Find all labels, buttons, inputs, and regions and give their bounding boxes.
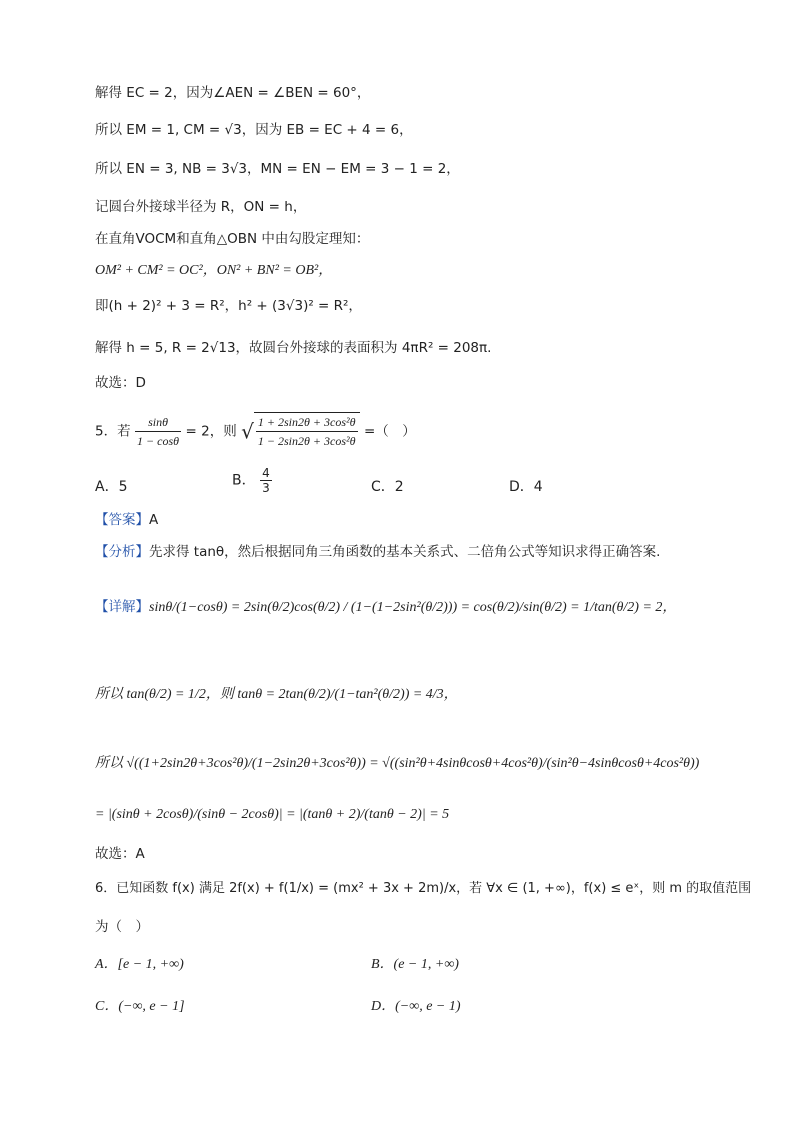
solution-line-2: 所以 EM = 1, CM = √3，因为 EB = EC + 4 = 6，: [95, 122, 413, 138]
q5-option-d[interactable]: D．4: [509, 479, 543, 495]
q5-option-b-denominator: 3: [262, 481, 270, 495]
q5-expression-denominator: 1 − 2sin2θ + 3cos²θ: [257, 434, 356, 448]
sqrt-icon: √: [241, 419, 254, 444]
q6-option-d[interactable]: D．(−∞, e − 1): [371, 999, 461, 1014]
q5-detail-1: sinθ/(1−cosθ) = 2sin(θ/2)cos(θ/2) / (1−(1−2sin²(θ/2))) = cos(θ/2)/sin(θ/2) = 1/tan(θ/2) = 2，: [149, 600, 677, 615]
q5-detail-line-4: = |(sinθ + 2cosθ)/(sinθ − 2cosθ)| = |(tanθ + 2)/(tanθ − 2)| = 5: [95, 807, 450, 822]
q5-analysis: 先求得 tanθ，然后根据同角三角函数的基本关系式、二倍角公式等知识求得正确答案.: [149, 544, 661, 560]
q5-option-c[interactable]: C．2: [371, 479, 404, 495]
q6-option-b[interactable]: B．(e − 1, +∞): [371, 957, 459, 972]
question-5-stem: [95, 412, 416, 450]
q5-analysis-line: [95, 543, 660, 561]
solution-line-3: 所以 EN = 3, NB = 3√3，MN = EN − EM = 3 − 1 = 2，: [95, 161, 460, 177]
q6-option-c[interactable]: C．(−∞, e − 1]: [95, 999, 185, 1014]
q5-expression-numerator: 1 + 2sin2θ + 3cos²θ: [256, 413, 358, 432]
q5-condition-numerator: sinθ: [135, 413, 181, 432]
q6-option-a[interactable]: A．[e − 1, +∞): [95, 957, 184, 972]
question-5-number: 5．若: [95, 423, 131, 440]
q5-detail-line-2: 所以 tan(θ/2) = 1/2，则 tanθ = 2tan(θ/2)/(1−tan²(θ/2)) = 4/3，: [95, 687, 458, 702]
solution-line-4: 记圆台外接球半径为 R，ON = h，: [95, 199, 307, 215]
q5-detail-line-3: 所以 √((1+2sin2θ+3cos²θ)/(1−2sin2θ+3cos²θ)) = √((sin²θ+4sinθcosθ+4cos²θ)/(sin²θ−4sinθcosθ+4cos²θ)): [95, 756, 700, 771]
analysis-tag: 【分析】: [95, 544, 149, 560]
q5-detail-line-1: [95, 598, 676, 617]
q5-condition-denominator: 1 − cosθ: [137, 434, 180, 448]
solution-line-9: 故选：D: [95, 375, 146, 391]
q5-option-b-numerator: 4: [262, 466, 270, 480]
q5-answer: A: [149, 512, 159, 528]
q5-pick: 故选：A: [95, 846, 145, 862]
q5-expression-fraction: [256, 413, 358, 450]
q5-answer-line: [95, 511, 158, 529]
q5-tail: =（ ）: [363, 423, 416, 440]
q5-option-a[interactable]: A．5: [95, 479, 128, 495]
q5-option-b-label: B．: [232, 472, 256, 489]
q5-condition-rhs: = 2，则: [185, 423, 237, 440]
solution-line-1: 解得 EC = 2，因为∠AEN = ∠BEN = 60°，: [95, 85, 371, 101]
q5-option-b-fraction: [260, 466, 272, 495]
solution-line-7: 即(h + 2)² + 3 = R²，h² + (3√3)² = R²，: [95, 298, 362, 314]
solution-line-5: 在直角VOCM和直角△OBN 中由勾股定理知：: [95, 231, 370, 247]
detail-tag: 【详解】: [95, 599, 149, 615]
question-6-stem-2: 为（ ）: [95, 919, 149, 935]
solution-line-6: OM² + CM² = OC²，ON² + BN² = OB²，: [95, 263, 333, 278]
q5-condition-fraction: [135, 413, 181, 450]
answer-tag: 【答案】: [95, 512, 149, 528]
q5-option-b[interactable]: [232, 466, 272, 495]
solution-line-8: 解得 h = 5, R = 2√13，故圆台外接球的表面积为 4πR² = 208π.: [95, 340, 492, 356]
question-6-stem-1: 6．已知函数 f(x) 满足 2f(x) + f(1/x) = (mx² + 3x + 2m)/x，若 ∀x ∈ (1, +∞)，f(x) ≤ eˣ，则 m 的取值范围: [95, 881, 752, 896]
